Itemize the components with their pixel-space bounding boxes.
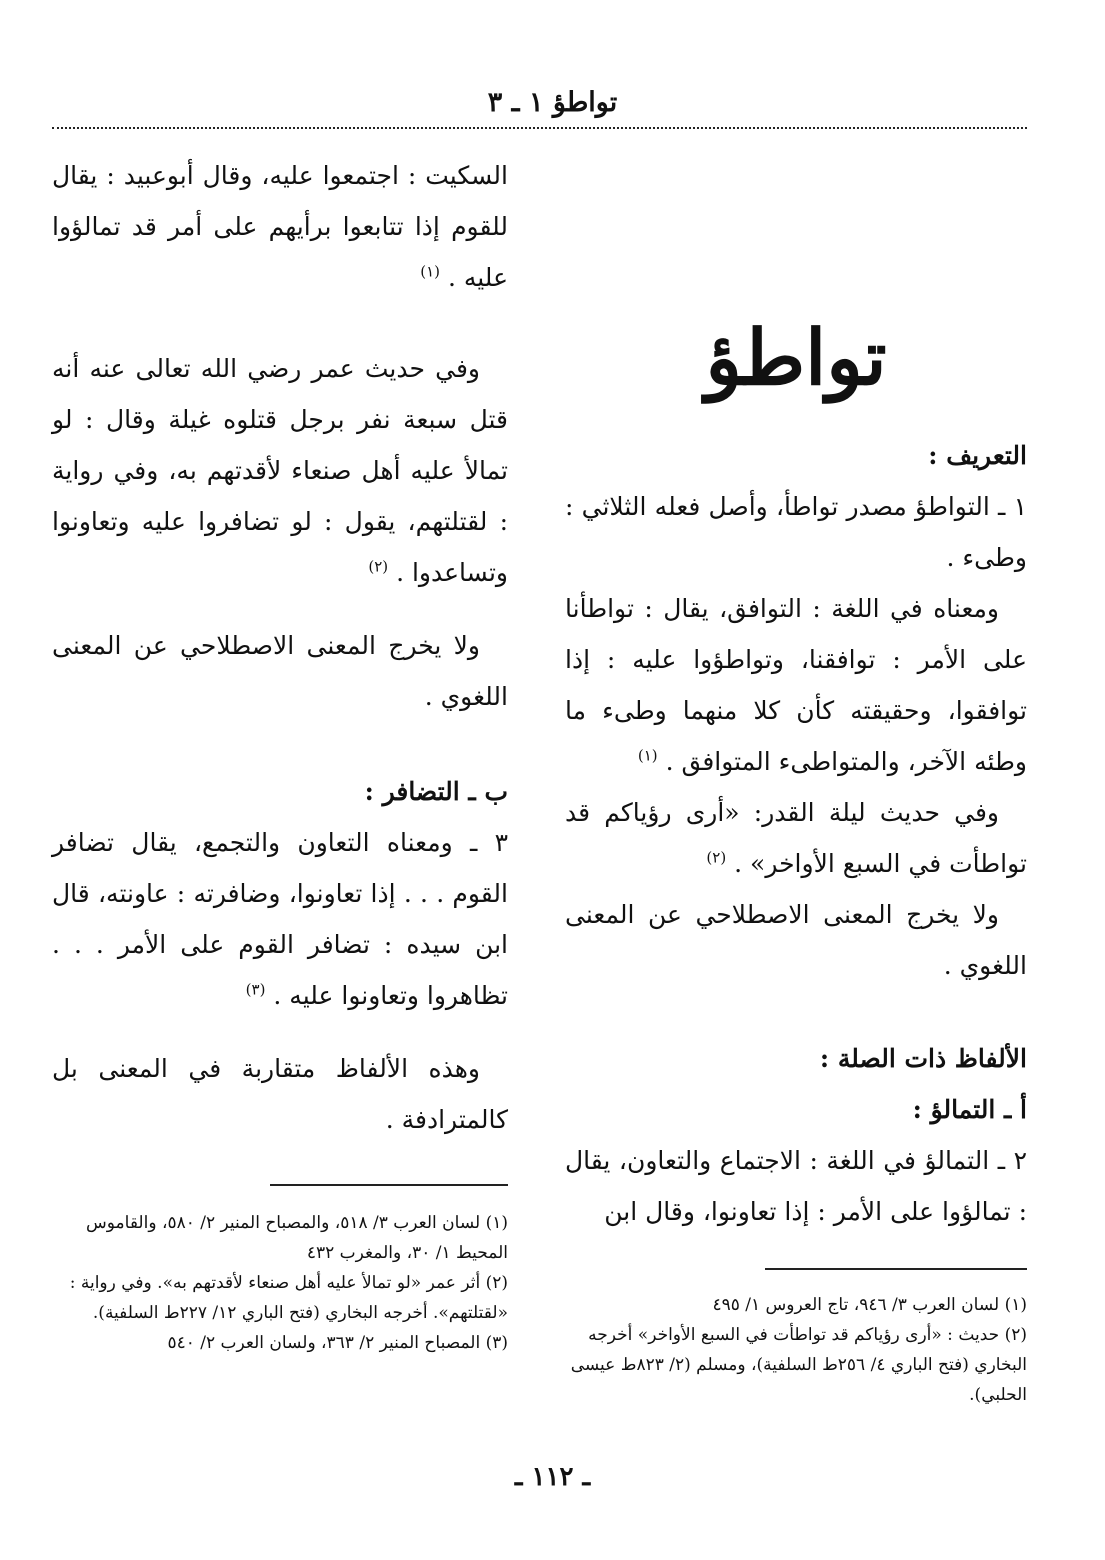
paragraph-2 — [565, 583, 1027, 787]
paragraph-3-text: وفي حديث ليلة القدر: «أرى رؤياكم قد تواطأت في السبع الأواخر» . — [565, 798, 1027, 878]
paragraph-2 — [52, 343, 508, 598]
footnote-ref: (١) — [637, 746, 658, 765]
subheading-b: ب ـ التضافر : — [364, 777, 508, 806]
right-column — [565, 280, 1027, 1237]
header-divider — [52, 127, 1027, 129]
definition-heading: التعريف : — [928, 441, 1027, 470]
footnotes-left — [52, 1208, 508, 1358]
footnote: (١) لسان العرب ٣/ ٥١٨، والمصباح المنير ٢/ ٥٨٠، والقاموس المحيط ١/ ٣٠، والمغرب ٤٣٢ — [86, 1213, 508, 1263]
paragraph-4: ولا يخرج المعنى الاصطلاحي عن المعنى اللغوي . — [565, 900, 1027, 980]
paragraph-5: ٢ ـ التمالؤ في اللغة : الاجتماع والتعاون، يقال : تمالؤوا على الأمر : إذا تعاونوا، وقال ابن — [565, 1146, 1027, 1226]
paragraph-5: وهذه الألفاظ متقاربة في المعنى بل كالمترادفة . — [52, 1054, 508, 1134]
footnote-divider-right — [765, 1268, 1027, 1270]
paragraph-1: ١ ـ التواطؤ مصدر تواطأ، وأصل فعله الثلاثي : وطىء . — [565, 492, 1027, 572]
paragraph-1-text: السكيت : اجتمعوا عليه، وقال أبوعبيد : يقال للقوم إذا تتابعوا برأيهم على أمر قد تمالؤوا عليه . — [52, 161, 508, 292]
paragraph-4-text: ٣ ـ ومعناه التعاون والتجمع، يقال تضافر القوم . . . إذا تعاونوا، وضافرته : عاونته، قال ابن سيده : تضافر القوم على الأمر . . . تظاهروا وتعاونوا عليه . — [52, 828, 508, 1010]
paragraph-2-text: وفي حديث عمر رضي الله تعالى عنه أنه قتل سبعة نفر برجل قتلوه غيلة وقال : لو تمالأ عليه أهل صنعاء لأقدتهم به، وفي رواية : لقتلتهم، يقول : لو تضافروا عليه وتعاونوا وتساعدوا . — [52, 354, 508, 587]
footnotes-right — [565, 1290, 1027, 1410]
entry-title: تواطؤ — [705, 313, 887, 402]
subheading-a: أ ـ التمالؤ : — [912, 1095, 1027, 1124]
footnote: (١) لسان العرب ٣/ ٩٤٦، تاج العروس ١/ ٤٩٥ — [712, 1295, 1027, 1315]
paragraph-3 — [565, 787, 1027, 889]
footnote-divider-left — [270, 1184, 508, 1186]
footnote: (٣) المصباح المنير ٢/ ٣٦٣، ولسان العرب ٢/ ٥٤٠ — [167, 1333, 508, 1353]
footnote-ref: (٢) — [706, 848, 727, 867]
related-terms-heading: الألفاظ ذات الصلة : — [819, 1044, 1027, 1073]
footnote-ref: (٣) — [245, 980, 266, 999]
running-header: تواطؤ ١ ـ ٣ — [487, 87, 618, 118]
footnote: (٢) أثر عمر «لو تمالأ عليه أهل صنعاء لأقدتهم به». وفي رواية : «لقتلتهم». أخرجه البخاري (فتح الباري ١٢/ ٢٢٧ط السلفية). — [69, 1273, 508, 1323]
paragraph-2-text: ومعناه في اللغة : التوافق، يقال : تواطأنا على الأمر : توافقنا، وتواطؤوا عليه : إذا توافقوا، وحقيقته كأن كلا منهما وطىء ما وطئه الآخر، والمتواطىء المتوافق . — [565, 594, 1027, 776]
footnote-ref: (١) — [420, 262, 440, 281]
paragraph-4 — [52, 817, 508, 1021]
left-column — [52, 150, 508, 1145]
footnote-ref: (٢) — [368, 557, 389, 576]
paragraph-3: ولا يخرج المعنى الاصطلاحي عن المعنى اللغوي . — [52, 631, 508, 711]
paragraph-1 — [52, 150, 508, 303]
page-number: ـ ١١٢ ـ — [514, 1462, 591, 1492]
footnote: (٢) حديث : «أرى رؤياكم قد تواطأت في السبع الأواخر» أخرجه البخاري (فتح الباري ٤/ ٢٥٦ط السلفية)، ومسلم (٢/ ٨٢٣ط عيسى الحلبي). — [570, 1325, 1027, 1405]
